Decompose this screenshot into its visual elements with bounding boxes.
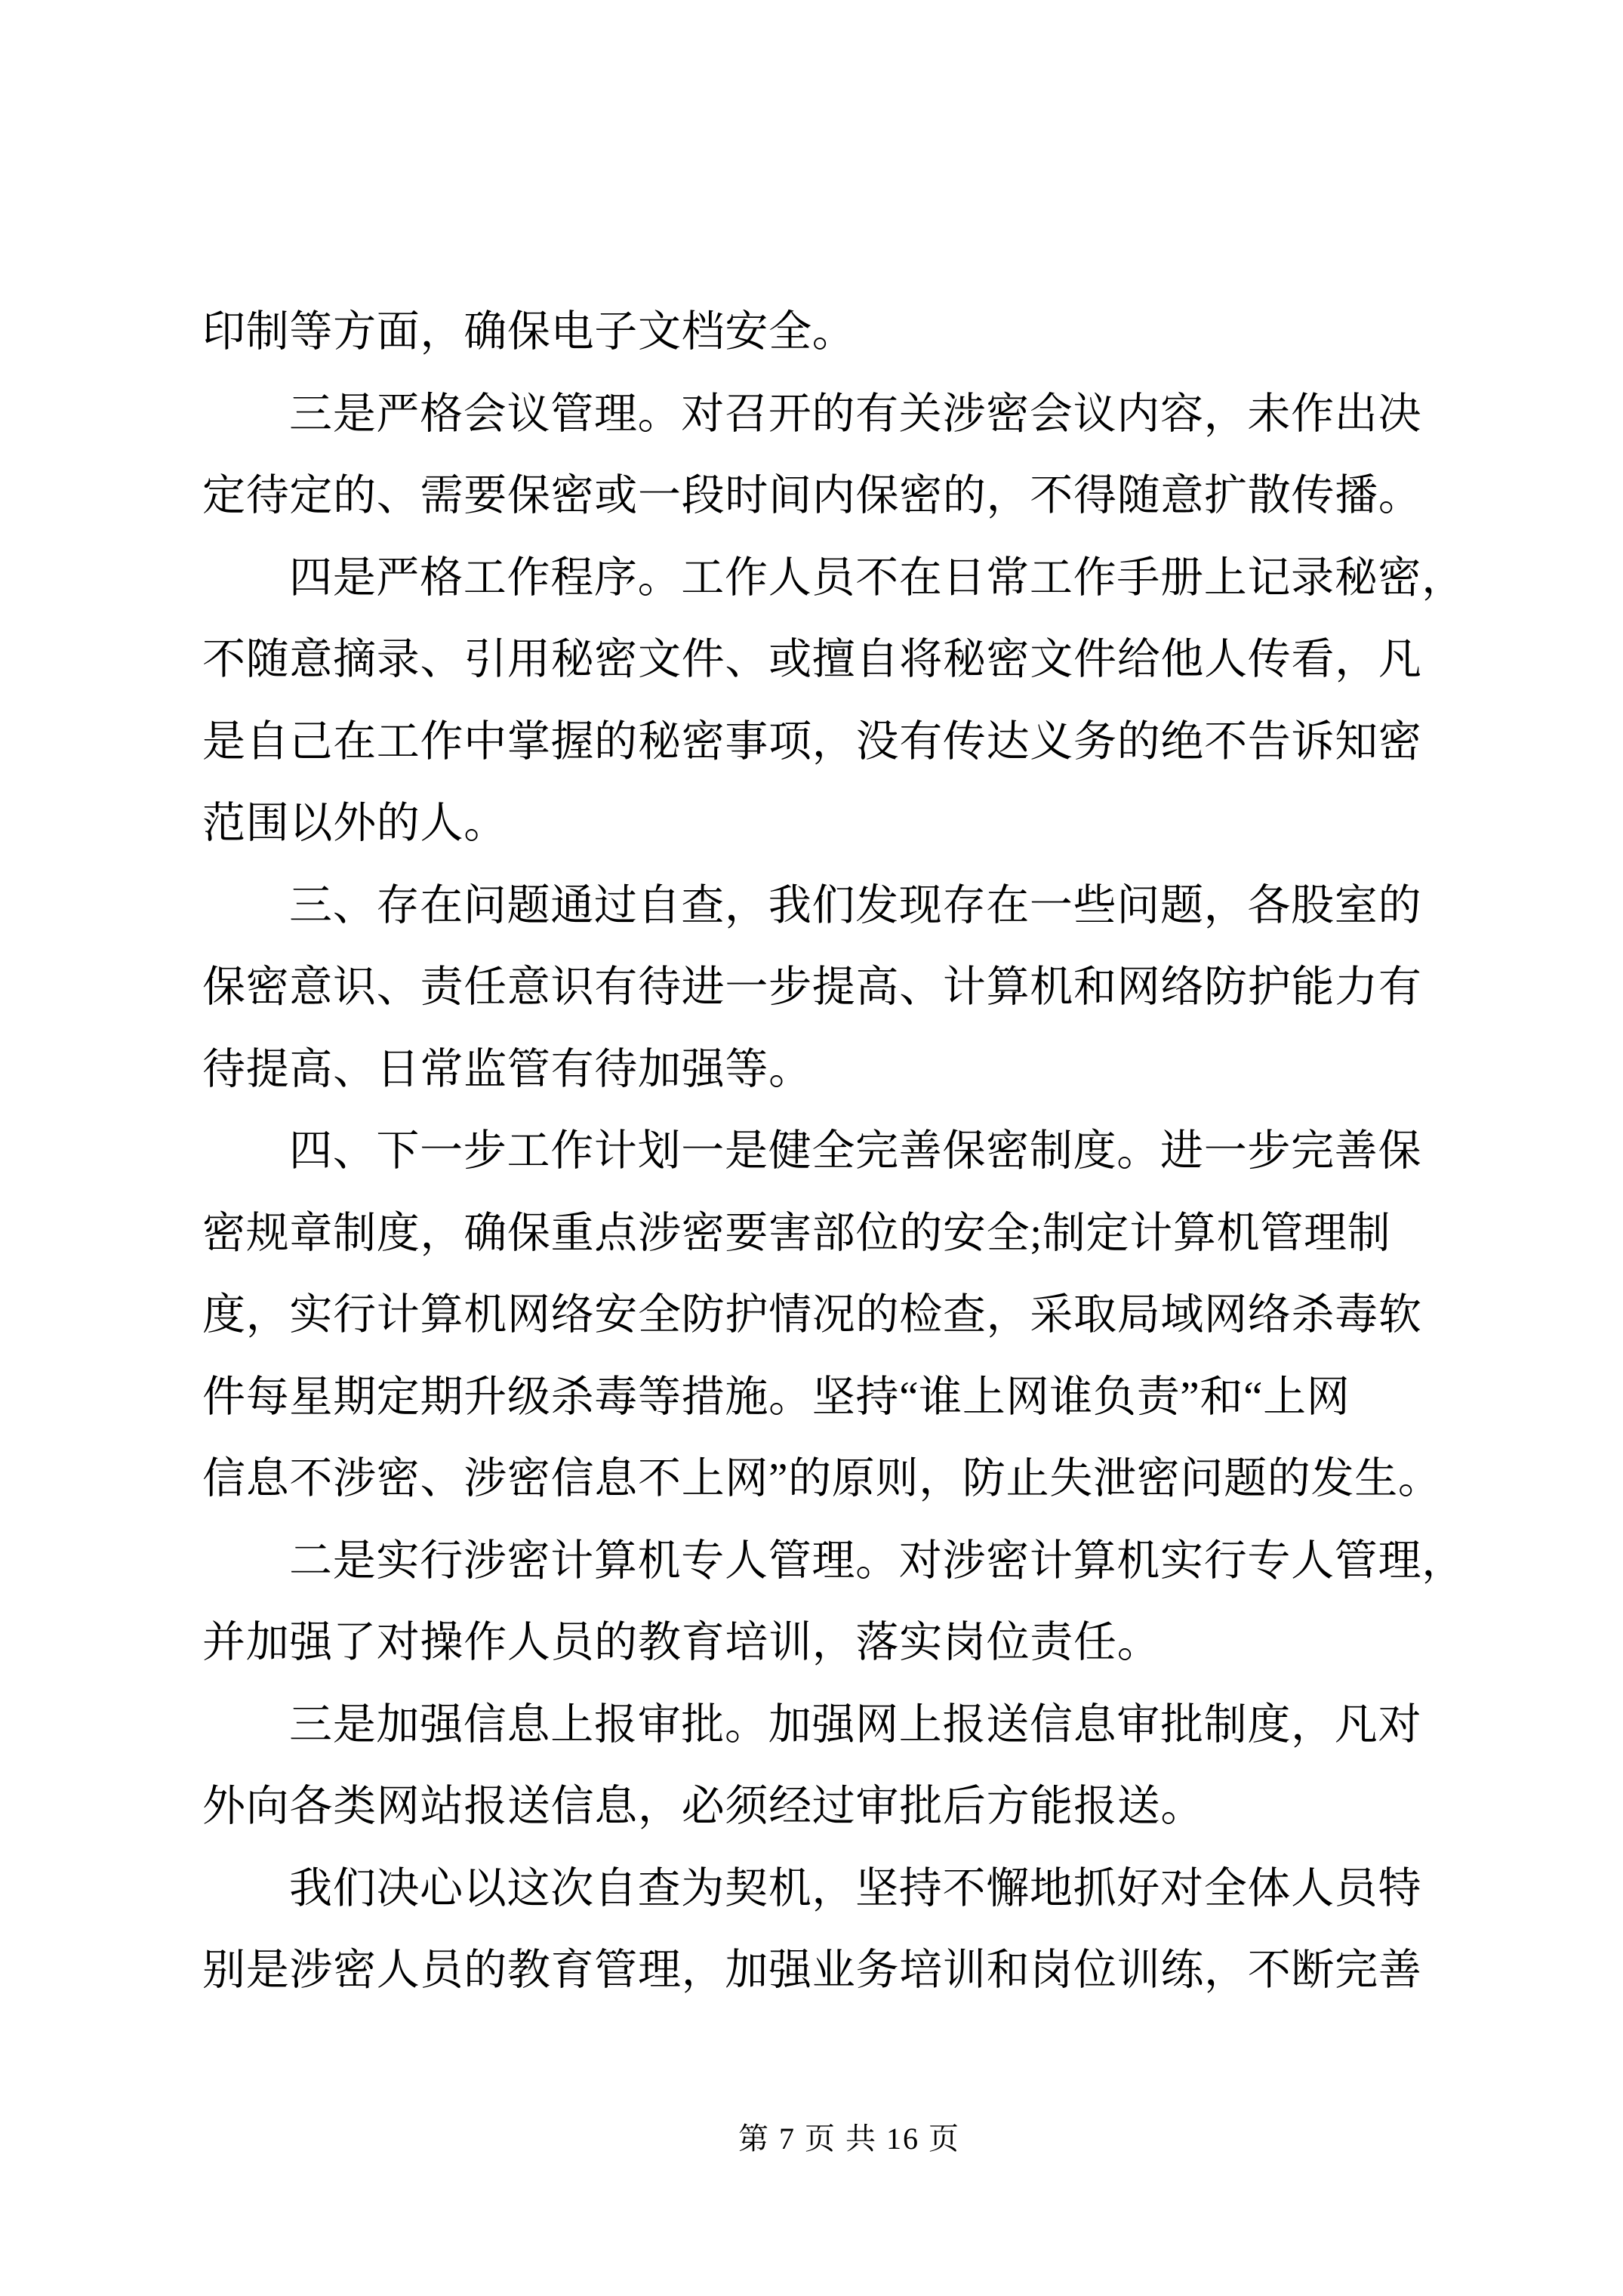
document-body [202, 291, 1465, 2012]
body-line: 定待定的、需要保密或一段时间内保密的，不得随意扩散传播。 [202, 472, 1422, 519]
body-line: 三是加强信息上报审批。加强网上报送信息审批制度，凡对 [289, 1700, 1422, 1749]
body-line: 四是严格工作程序。工作人员不在日常工作手册上记录秘密， [289, 553, 1465, 602]
body-line: 并加强了对操作人员的教育培训，落实岗位责任。 [202, 1619, 1161, 1666]
body-line: 密规章制度，确保重点涉密要害部位的安全;制定计算机管理制 [202, 1209, 1391, 1257]
page-number-footer: 第 7 页 共 16 页 [738, 2122, 960, 2156]
body-line: 三是严格会议管理。对召开的有关涉密会议内容，未作出决 [289, 390, 1422, 438]
body-line: 是自己在工作中掌握的秘密事项，没有传达义务的绝不告诉知密 [202, 717, 1422, 766]
body-line: 别是涉密人员的教育管理，加强业务培训和岗位训练，不断完善 [202, 1946, 1422, 1994]
body-line: 二是实行涉密计算机专人管理。对涉密计算机实行专人管理， [289, 1536, 1465, 1585]
body-line: 外向各类网站报送信息，必须经过审批后方能报送。 [202, 1783, 1205, 1830]
body-line: 保密意识、责任意识有待进一步提高、计算机和网络防护能力有 [202, 963, 1422, 1011]
body-line: 我们决心以这次自查为契机，坚持不懈地抓好对全体人员特 [289, 1864, 1422, 1912]
body-line: 范围以外的人。 [202, 800, 507, 847]
body-line: 四、下一步工作计划一是健全完善保密制度。进一步完善保 [289, 1127, 1422, 1175]
body-line: 信息不涉密、涉密信息不上网”的原则，防止失泄密问题的发生。 [202, 1455, 1442, 1502]
body-line: 待提高、日常监管有待加强等。 [202, 1045, 812, 1093]
body-line: 度，实行计算机网络安全防护情况的检查，采取局域网络杀毒软 [202, 1291, 1422, 1339]
body-line: 不随意摘录、引用秘密文件、或擅自将秘密文件给他人传看，凡 [202, 636, 1422, 683]
body-line: 印制等方面，确保电子文档安全。 [202, 308, 856, 356]
body-line: 件每星期定期升级杀毒等措施。坚持“谁上网谁负责”和“上网 [202, 1373, 1350, 1421]
body-line: 三、存在问题通过自查，我们发现存在一些问题，各股室的 [289, 881, 1422, 929]
